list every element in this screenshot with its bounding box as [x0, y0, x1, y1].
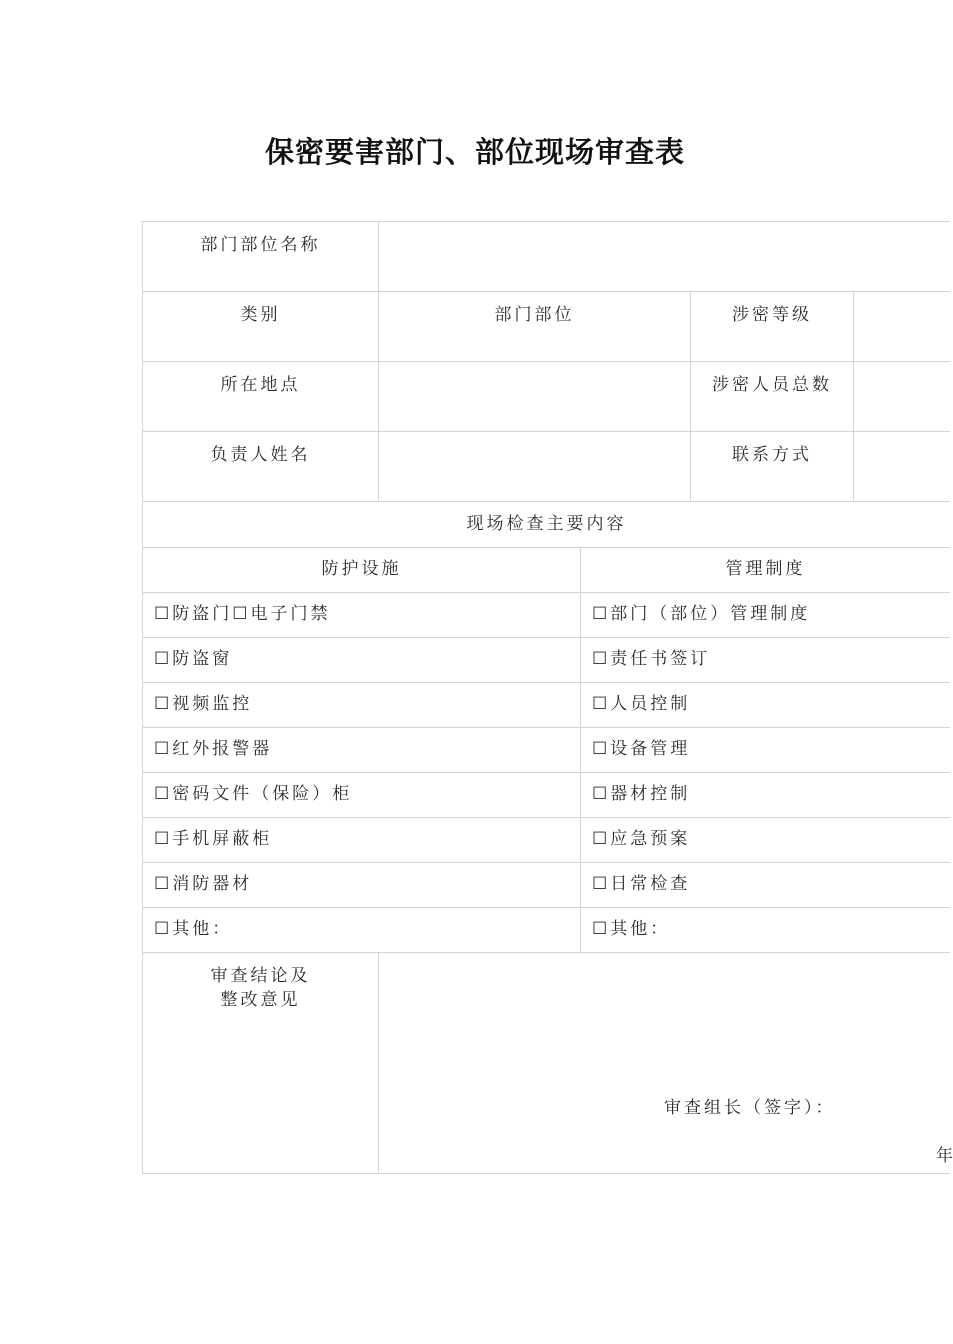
protection-item[interactable]: ☐密码文件（保险）柜 [142, 772, 580, 817]
dept-name-label: 部门部位名称 [142, 221, 378, 291]
protection-item[interactable]: ☐手机屏蔽柜 [142, 817, 580, 862]
table-bottom-border [142, 1173, 950, 1174]
location-label: 所在地点 [142, 361, 378, 431]
management-item[interactable]: ☐日常检查 [580, 862, 950, 907]
protection-item[interactable]: ☐视频监控 [142, 682, 580, 727]
responsible-value[interactable] [378, 431, 690, 501]
protection-item[interactable]: ☐红外报警器 [142, 727, 580, 772]
page-title: 保密要害部门、部位现场审查表 [264, 135, 685, 169]
protection-item[interactable]: ☐消防器材 [142, 862, 580, 907]
protection-item[interactable]: ☐其他： [142, 907, 580, 952]
personnel-total-label: 涉密人员总数 [690, 361, 853, 431]
conclusion-label-line1: 审查结论及 [210, 966, 311, 986]
review-form-table [142, 221, 953, 1175]
conclusion-label-line2: 整改意见 [220, 989, 301, 1010]
location-value[interactable] [378, 361, 690, 431]
management-item[interactable]: ☐应急预案 [580, 817, 950, 862]
management-item[interactable]: ☐器材控制 [580, 772, 950, 817]
management-item[interactable]: ☐其他： [580, 907, 950, 952]
contact-label: 联系方式 [690, 431, 853, 501]
contact-value[interactable] [853, 431, 950, 501]
category-value: 部门部位 [378, 291, 690, 361]
date-year-label: 年 [936, 1146, 953, 1166]
protection-item[interactable]: ☐防盗门☐电子门禁 [142, 592, 580, 637]
conclusion-label [142, 952, 378, 1173]
leader-signature-label: 审查组长（签字）： [664, 1098, 836, 1118]
management-column-header: 管理制度 [580, 547, 950, 592]
secret-level-value[interactable] [853, 291, 950, 361]
inspection-section-title: 现场检查主要内容 [142, 501, 950, 547]
conclusion-content[interactable] [378, 952, 950, 1173]
protection-item[interactable]: ☐防盗窗 [142, 637, 580, 682]
management-item[interactable]: ☐责任书签订 [580, 637, 950, 682]
category-label: 类别 [142, 291, 378, 361]
protection-column-header: 防护设施 [142, 547, 580, 592]
management-item[interactable]: ☐人员控制 [580, 682, 950, 727]
dept-name-value[interactable] [378, 221, 950, 291]
management-item[interactable]: ☐部门（部位）管理制度 [580, 592, 950, 637]
secret-level-label: 涉密等级 [690, 291, 853, 361]
management-item[interactable]: ☐设备管理 [580, 727, 950, 772]
personnel-total-value[interactable] [853, 361, 950, 431]
responsible-label: 负责人姓名 [142, 431, 378, 501]
